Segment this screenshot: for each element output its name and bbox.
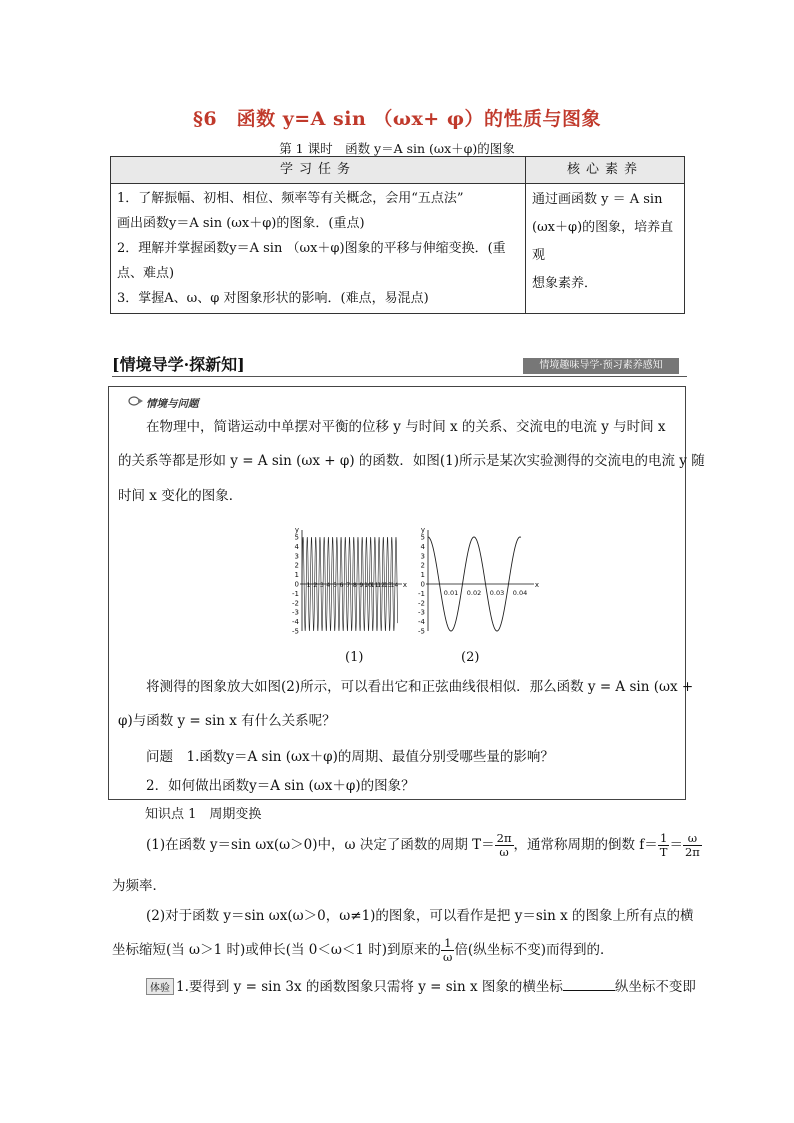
y-tick-label: -2 [418,599,425,608]
tasks-cell [111,184,526,314]
knowledge-paragraph-1: (1)在函数 y＝sin ωx(ω＞0)中，ω 决定了函数的周期 T＝ $\frac{2\pi}{\omega}$ ，通常称周期的倒数 f＝ $\frac{1}{T}$ ＝ $\frac{\omega}{2\pi}$ [146,831,700,859]
knowledge-paragraph-2: (2)对于函数 y＝sin ωx(ω＞0，ω≠1)的图象，可以看作是把 y＝sin x 的图象上所有点的横 [146,908,694,924]
scenario-line: φ)与函数 y = sin x 有什么关系呢？ [118,713,336,729]
literacy-header: 核心素养 [526,157,685,184]
x-tick-label: 0.02 [466,589,482,597]
y-tick-label: 3 [420,552,425,561]
y-tick-label: 4 [294,542,299,551]
x-tick-label: 6 [339,582,344,589]
frequency-fraction-2: $\frac{\omega}{2\pi}$ [684,831,700,859]
x-axis-label: x [534,581,540,589]
period-fraction: $\frac{2\pi}{\omega}$ [496,831,512,859]
y-tick-label: -5 [418,627,425,636]
kp1-text: (1)在函数 y＝sin ωx(ω＞0)中，ω 决定了函数的周期 T＝ [146,837,495,853]
answer-blank[interactable] [563,978,615,991]
learning-goals-table [110,156,685,314]
x-tick-label: 0.04 [512,589,528,597]
frequency-fraction: $\frac{1}{T}$ [659,831,668,859]
y-tick-label: 1 [294,571,299,580]
task-line: 3．掌握A、ω、φ 对图象形状的影响．(难点，易混点) [117,291,429,306]
y-tick-label: -3 [292,608,299,617]
literacy-cell [526,184,685,314]
x-tick-label: 3 [319,582,324,589]
x-tick-label: 10 [364,582,372,589]
scenario-line: 在物理中，简谐运动中单摆对平衡的位移 y 与时间 x 的关系、交流电的电流 y 与时间 x [146,419,666,435]
figure-1-caption: (1) [345,650,364,665]
scenario-icon [128,395,144,407]
y-tick-label: 5 [294,533,299,542]
figure-2-caption: (2) [461,650,480,665]
x-tick-label: 9 [359,582,364,589]
scenario-label: 情境与问题 [146,398,199,410]
x-tick-label: 0.03 [489,589,505,597]
x-tick-label: 13 [383,582,392,589]
y-tick-label: -2 [292,599,299,608]
figure-1-dense-wave [282,524,410,636]
y-axis-label: y [294,526,300,534]
y-tick-label: 0 [420,580,425,589]
question-2: 2．如何做出函数y＝A sin (ωx＋φ)的图象？ [146,778,415,794]
practice-badge: 体验 [146,978,174,995]
page-title: §6 函数 y=A sin （ωx+ φ）的性质与图象 [192,108,602,130]
section-divider [112,376,687,377]
x-tick-label: 1 [306,582,311,589]
task-line: 点、难点) [117,266,175,281]
x-tick-label: 7 [346,582,351,589]
knowledge-paragraph-2b: 坐标缩短(当 ω＞1 时)或伸长(当 0＜ω＜1 时)到原来的 $\frac{1}{\omega}$ 倍(纵坐标不变)而得到的． [112,936,614,964]
x-tick-label: 4 [326,582,331,589]
y-tick-label: -3 [418,608,425,617]
scenario-line: 将测得的图象放大如图(2)所示，可以看出它和正弦曲线很相似．那么函数 y = A sin (ωx + [146,679,694,695]
figure-2-zoomed-wave [414,524,542,636]
literacy-line: (ωx＋φ)的图象，培养直观 [532,220,674,263]
y-tick-label: 4 [420,542,425,551]
y-tick-label: -4 [418,618,425,627]
x-tick-label: 0.01 [443,589,459,597]
y-tick-label: 2 [294,561,299,570]
scale-fraction: $\frac{1}{\omega}$ [443,936,453,964]
tasks-header: 学习任务 [111,157,526,184]
x-tick-label: 12 [377,582,386,589]
y-tick-label: 1 [420,571,425,580]
y-tick-label: 2 [420,561,425,570]
y-axis-label: y [420,526,426,534]
y-tick-label: -4 [292,618,299,627]
scenario-line: 的关系等都是形如 y = A sin (ωx + φ) 的函数．如图(1)所示是某次实验测得的交流电的电流 y 随 [118,453,705,469]
y-tick-label: -5 [292,627,299,636]
lesson-subtitle: 第 1 课时 函数 y＝A sin (ωx＋φ)的图象 [279,141,515,156]
x-tick-label: 11 [370,582,379,589]
section-heading: [情境导学·探新知] [112,355,245,374]
y-tick-label: 3 [294,552,299,561]
x-tick-label: 5 [333,582,337,589]
y-tick-label: -1 [292,589,299,598]
figure-2-plot [418,526,539,636]
y-tick-label: 0 [294,580,299,589]
x-tick-label: 2 [313,582,318,589]
task-line: 2．理解并掌握函数y＝A sin （ωx＋φ)图象的平移与伸缩变换．(重 [117,241,506,256]
literacy-line: 想象素养． [532,276,598,291]
knowledge-point-title: 知识点 1 周期变换 [145,807,262,822]
x-tick-label: 8 [352,582,357,589]
scenario-line: 时间 x 变化的图象． [118,488,243,504]
task-line: 画出函数y＝A sin (ωx＋φ)的图象．(重点) [117,216,365,231]
figure-1-plot [292,526,407,636]
y-tick-label: -1 [418,589,425,598]
kp1-text-end: 为频率． [112,878,166,894]
literacy-line: 通过画函数 y ＝ A sin [532,192,663,207]
y-tick-label: 5 [420,533,425,542]
section-tag: 情境趣味导学·预习素养感知 [523,358,679,374]
practice-line: 体验 1.要得到 y = sin 3x 的函数图象只需将 y = sin x 图象的横坐标 纵坐标不变即 [146,975,696,995]
x-axis-label: x [402,581,408,589]
question-1: 问题 1.函数y＝A sin (ωx＋φ)的周期、最值分别受哪些量的影响？ [146,749,554,765]
x-tick-label: 14 [390,582,399,589]
kp1-text: ，通常称周期的倒数 f＝ [513,837,658,853]
task-line: 1．了解振幅、初相、相位、频率等有关概念，会用“五点法” [117,191,464,206]
